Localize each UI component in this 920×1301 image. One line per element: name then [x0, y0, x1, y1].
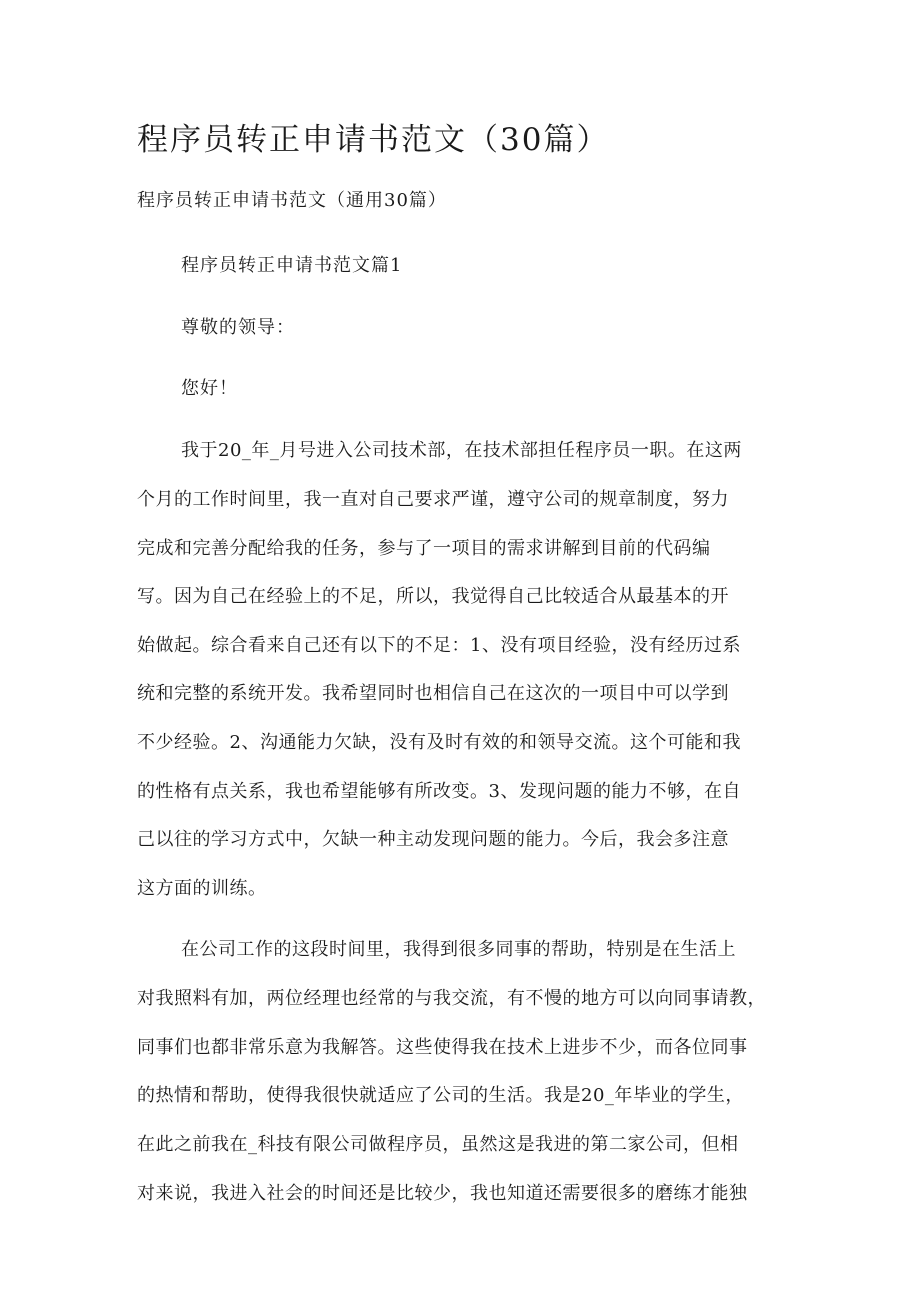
paragraph2-line: 对我照料有加，两位经理也经常的与我交流，有不慢的地方可以向同事请教，: [137, 988, 766, 1009]
paragraph1-line: 己以往的学习方式中，欠缺一种主动发现问题的能力。今后，我会多注意: [137, 829, 729, 850]
paragraph1-line: 写。因为自己在经验上的不足，所以，我觉得自己比较适合从最基本的开: [137, 586, 729, 607]
paragraph2-line: 同事们也都非常乐意为我解答。这些使得我在技术上进步不少，而各位同事: [137, 1037, 748, 1058]
paragraph2-line: 在此之前我在_科技有限公司做程序员，虽然这是我进的第二家公司，但相: [137, 1134, 739, 1155]
paragraph1-line: 不少经验。2、沟通能力欠缺，没有及时有效的和领导交流。这个可能和我: [137, 732, 741, 753]
paragraph1-line: 完成和完善分配给我的任务，参与了一项目的需求讲解到目前的代码编: [137, 538, 711, 559]
paragraph1-line: 个月的工作时间里，我一直对自己要求严谨，遵守公司的规章制度，努力: [137, 489, 729, 510]
paragraph1-line: 这方面的训练。: [137, 878, 267, 899]
paragraph1-line: 的性格有点关系，我也希望能够有所改变。3、发现问题的能力不够，在自: [137, 781, 741, 802]
paragraph1-line: 我于20_年_月号进入公司技术部，在技术部担任程序员一职。在这两: [181, 440, 742, 461]
paragraph2-line: 对来说，我进入社会的时间还是比较少，我也知道还需要很多的磨练才能独: [137, 1183, 748, 1204]
paragraph2-line: 在公司工作的这段时间里，我得到很多同事的帮助，特别是在生活上: [181, 939, 736, 960]
salutation: 尊敬的领导：: [181, 317, 295, 338]
paragraph1-line: 统和完整的系统开发。我希望同时也相信自己在这次的一项目中可以学到: [137, 683, 729, 704]
section-heading: 程序员转正申请书范文篇1: [181, 255, 403, 276]
document-title: 程序员转正申请书范文（30篇）: [137, 122, 610, 158]
paragraph1-line: 始做起。综合看来自己还有以下的不足：1、没有项目经验，没有经历过系: [137, 635, 741, 656]
greeting: 您好！: [181, 378, 238, 399]
paragraph2-line: 的热情和帮助，使得我很快就适应了公司的生活。我是20_年毕业的学生，: [137, 1085, 744, 1106]
document-subtitle: 程序员转正申请书范文（通用30篇）: [137, 190, 447, 211]
